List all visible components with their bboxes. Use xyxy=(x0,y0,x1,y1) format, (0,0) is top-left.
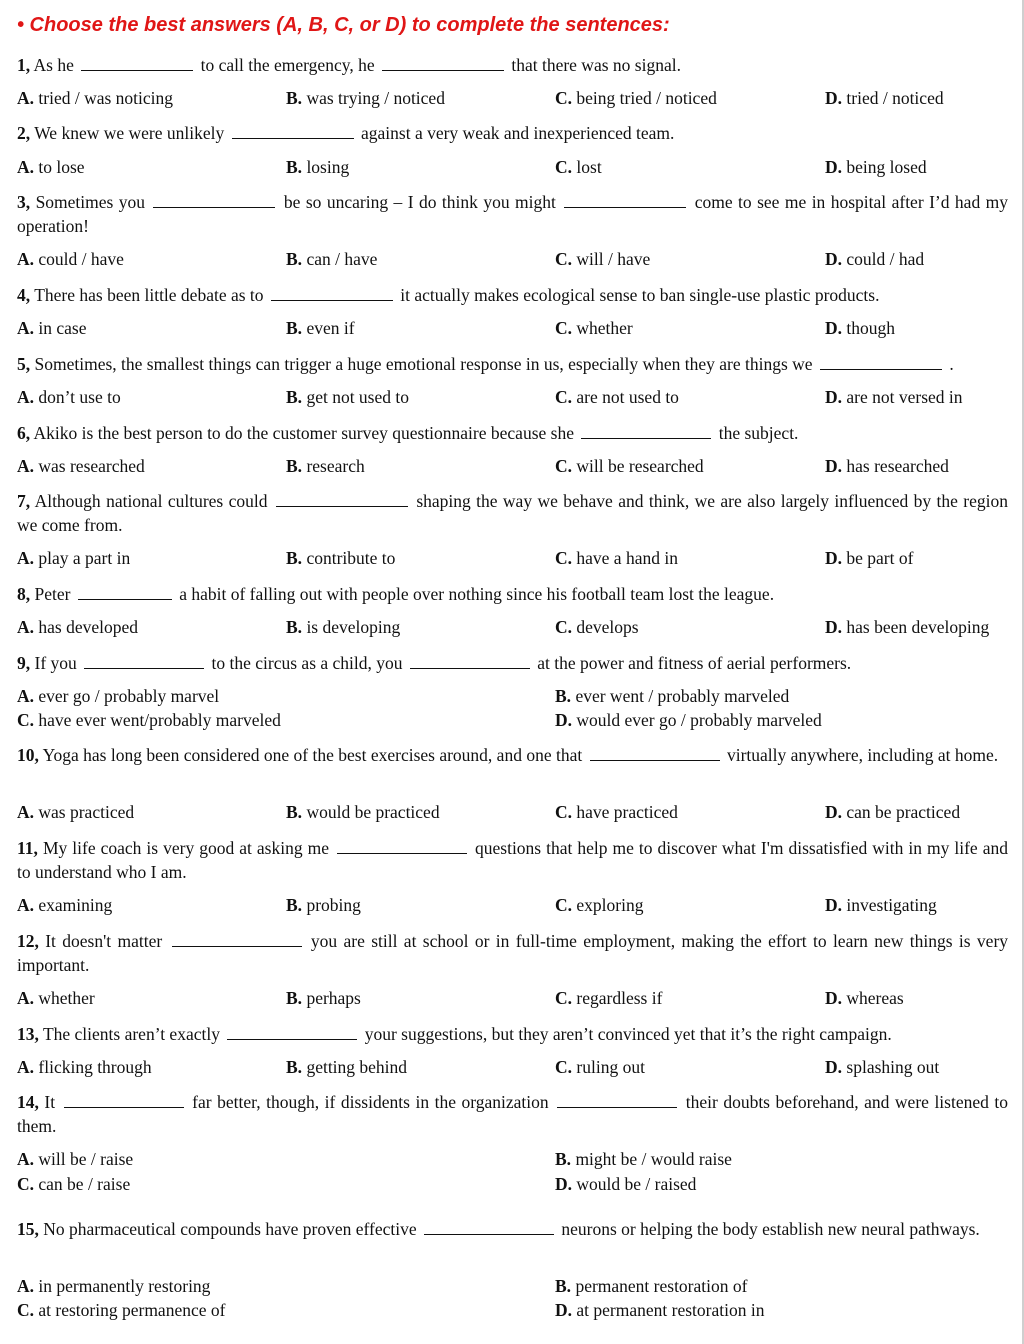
option-text: investigating xyxy=(842,895,937,915)
options-row xyxy=(17,708,1008,732)
question-number: 9, xyxy=(17,653,31,673)
option-a[interactable] xyxy=(17,1147,133,1171)
option-text: even if xyxy=(302,318,355,338)
option-letter: C. xyxy=(555,88,573,108)
option-text: being losed xyxy=(842,157,927,177)
option-text: exploring xyxy=(572,895,644,915)
options-row xyxy=(17,316,1008,340)
option-text: ever went / probably marveled xyxy=(571,686,790,706)
question-text: at the power and fitness of aerial performers. xyxy=(537,653,852,673)
option-c[interactable] xyxy=(17,1172,130,1196)
question-text: far better, though, if dissidents in the organization xyxy=(192,1092,549,1112)
option-text: develops xyxy=(572,617,639,637)
question-text: No pharmaceutical compounds have proven effective xyxy=(43,1219,417,1239)
option-letter: B. xyxy=(286,1057,303,1077)
options-row xyxy=(17,615,1008,639)
answer-blank[interactable] xyxy=(382,56,504,71)
question-text: Akiko is the best person to do the customer survey questionnaire because she xyxy=(33,423,574,443)
option-text: is developing xyxy=(302,617,401,637)
option-text: though xyxy=(842,318,896,338)
option-text: at permanent restoration in xyxy=(572,1300,765,1320)
option-text: ruling out xyxy=(572,1057,645,1077)
option-text: can / have xyxy=(302,249,378,269)
option-text: regardless if xyxy=(572,988,663,1008)
option-text: could / have xyxy=(34,249,124,269)
question-text: Although national cultures could xyxy=(34,491,268,511)
option-text: ever go / probably marvel xyxy=(34,686,220,706)
answer-blank[interactable] xyxy=(172,932,302,947)
answer-blank[interactable] xyxy=(64,1093,184,1108)
option-text: has been developing xyxy=(842,617,990,637)
option-d[interactable] xyxy=(555,1298,764,1322)
option-letter: B. xyxy=(555,1149,572,1169)
options-row xyxy=(17,893,1008,917)
answer-blank[interactable] xyxy=(820,355,942,370)
option-b[interactable] xyxy=(286,316,355,340)
option-text: tried / was noticing xyxy=(34,88,174,108)
option-d[interactable] xyxy=(825,86,944,110)
option-letter: A. xyxy=(17,617,35,637)
option-letter: C. xyxy=(555,617,573,637)
question-text: against a very weak and inexperienced team. xyxy=(361,123,675,143)
answer-blank[interactable] xyxy=(424,1220,554,1235)
option-a[interactable] xyxy=(17,800,134,824)
question-15 xyxy=(17,1217,1008,1241)
option-letter: D. xyxy=(825,249,843,269)
question-number: 12, xyxy=(17,931,39,951)
option-letter: B. xyxy=(286,88,303,108)
option-a[interactable] xyxy=(17,893,112,917)
option-letter: A. xyxy=(17,1057,35,1077)
question-6 xyxy=(17,421,1008,445)
option-text: can be / raise xyxy=(34,1174,131,1194)
option-letter: A. xyxy=(17,895,35,915)
option-text: don’t use to xyxy=(34,387,121,407)
options-row xyxy=(17,684,1008,708)
options-row xyxy=(17,1172,1008,1196)
option-letter: B. xyxy=(555,686,572,706)
option-text: has researched xyxy=(842,456,949,476)
option-b[interactable] xyxy=(286,385,409,409)
question-number: 10, xyxy=(17,745,39,765)
answer-blank[interactable] xyxy=(337,839,467,854)
option-c[interactable] xyxy=(17,708,281,732)
option-letter: D. xyxy=(825,157,843,177)
question-13 xyxy=(17,1022,1008,1046)
option-letter: C. xyxy=(555,387,573,407)
question-2 xyxy=(17,121,1008,145)
option-d[interactable] xyxy=(825,385,963,409)
question-text: be so uncaring – I do think you might xyxy=(283,192,556,212)
option-text: research xyxy=(302,456,365,476)
option-text: at restoring permanence of xyxy=(34,1300,226,1320)
option-letter: C. xyxy=(555,249,573,269)
option-text: being tried / noticed xyxy=(572,88,717,108)
option-letter: D. xyxy=(555,710,573,730)
option-letter: A. xyxy=(17,1149,35,1169)
option-b[interactable] xyxy=(286,546,395,570)
question-text: Sometimes you xyxy=(35,192,146,212)
option-c[interactable] xyxy=(555,155,602,179)
option-letter: D. xyxy=(555,1174,573,1194)
option-text: perhaps xyxy=(302,988,361,1008)
option-text: whether xyxy=(34,988,95,1008)
option-c[interactable] xyxy=(555,454,704,478)
options-row xyxy=(17,986,1008,1010)
question-text: virtually anywhere, including at home. xyxy=(726,745,999,765)
question-text: Peter xyxy=(34,584,71,604)
option-letter: B. xyxy=(286,387,303,407)
option-letter: A. xyxy=(17,249,35,269)
option-letter: C. xyxy=(17,1174,35,1194)
option-text: tried / noticed xyxy=(842,88,944,108)
option-text: get not used to xyxy=(302,387,409,407)
question-text: come to see me in hospital after I’d had my operation! xyxy=(17,192,1008,236)
question-text: If you xyxy=(34,653,77,673)
option-text: will be researched xyxy=(572,456,704,476)
question-number: 2, xyxy=(17,123,31,143)
question-text: It xyxy=(44,1092,56,1112)
option-text: has developed xyxy=(34,617,139,637)
option-a[interactable] xyxy=(17,986,95,1010)
option-a[interactable] xyxy=(17,1274,210,1298)
option-letter: B. xyxy=(286,895,303,915)
options-row xyxy=(17,86,1008,110)
option-c[interactable] xyxy=(17,1298,225,1322)
option-letter: A. xyxy=(17,686,35,706)
option-text: contribute to xyxy=(302,548,396,568)
question-number: 13, xyxy=(17,1024,39,1044)
question-number: 4, xyxy=(17,285,31,305)
option-text: would be practiced xyxy=(302,802,440,822)
question-9 xyxy=(17,651,1008,675)
option-letter: D. xyxy=(555,1300,573,1320)
option-text: are not used to xyxy=(572,387,679,407)
option-letter: A. xyxy=(17,318,35,338)
question-3 xyxy=(17,190,1008,238)
option-text: have practiced xyxy=(572,802,678,822)
option-text: was trying / noticed xyxy=(302,88,445,108)
option-d[interactable] xyxy=(825,893,937,917)
option-a[interactable] xyxy=(17,385,121,409)
answer-blank[interactable] xyxy=(153,193,275,208)
answer-blank[interactable] xyxy=(78,585,172,600)
answer-blank[interactable] xyxy=(557,1093,677,1108)
question-8 xyxy=(17,582,1008,606)
question-text: your suggestions, but they aren’t convinced yet that it’s the right campaign. xyxy=(364,1024,892,1044)
question-number: 14, xyxy=(17,1092,39,1112)
question-5 xyxy=(17,352,1008,376)
option-d[interactable] xyxy=(825,155,927,179)
answer-blank[interactable] xyxy=(84,654,204,669)
options-row xyxy=(17,546,1008,570)
option-a[interactable] xyxy=(17,316,87,340)
option-letter: C. xyxy=(555,157,573,177)
question-4 xyxy=(17,283,1008,307)
answer-blank[interactable] xyxy=(227,1025,357,1040)
options-row xyxy=(17,247,1008,271)
option-letter: C. xyxy=(17,1300,35,1320)
options-row xyxy=(17,155,1008,179)
question-text: questions that help me to discover what I'm dissatisfied with in my life and to understand who I am. xyxy=(17,838,1008,882)
question-text: a habit of falling out with people over nothing since his football team lost the league. xyxy=(179,584,775,604)
question-text: Sometimes, the smallest things can trigger a huge emotional response in us, especially when they are things we xyxy=(34,354,813,374)
option-text: will / have xyxy=(572,249,651,269)
option-letter: B. xyxy=(286,456,303,476)
option-letter: A. xyxy=(17,548,35,568)
option-a[interactable] xyxy=(17,86,173,110)
question-text: it actually makes ecological sense to ban single-use plastic products. xyxy=(400,285,880,305)
question-text: Yoga has long been considered one of the best exercises around, and one that xyxy=(42,745,583,765)
answer-blank[interactable] xyxy=(590,746,720,761)
option-letter: C. xyxy=(555,318,573,338)
answer-blank[interactable] xyxy=(276,492,408,507)
option-letter: A. xyxy=(17,988,35,1008)
question-number: 7, xyxy=(17,491,31,511)
option-d[interactable] xyxy=(825,546,913,570)
option-b[interactable] xyxy=(286,86,445,110)
option-letter: B. xyxy=(286,802,303,822)
answer-blank[interactable] xyxy=(410,654,530,669)
option-text: lost xyxy=(572,157,602,177)
options-row xyxy=(17,1147,1008,1171)
option-d[interactable] xyxy=(825,615,989,639)
answer-blank[interactable] xyxy=(581,424,711,439)
option-letter: A. xyxy=(17,157,35,177)
question-number: 8, xyxy=(17,584,31,604)
option-text: could / had xyxy=(842,249,925,269)
option-text: play a part in xyxy=(34,548,131,568)
option-d[interactable] xyxy=(825,986,904,1010)
option-b[interactable] xyxy=(555,684,789,708)
option-text: whereas xyxy=(842,988,904,1008)
question-11 xyxy=(17,836,1008,884)
option-text: splashing out xyxy=(842,1057,940,1077)
option-letter: C. xyxy=(555,1057,573,1077)
option-letter: C. xyxy=(555,895,573,915)
option-c[interactable] xyxy=(555,86,717,110)
option-text: in permanently restoring xyxy=(34,1276,211,1296)
option-d[interactable] xyxy=(825,247,924,271)
option-letter: A. xyxy=(17,88,35,108)
option-letter: A. xyxy=(17,1276,35,1296)
options-row xyxy=(17,454,1008,478)
option-text: permanent restoration of xyxy=(571,1276,748,1296)
instructions-heading: • Choose the best answers (A, B, C, or D) to complete the sentences: xyxy=(17,14,670,36)
options-row xyxy=(17,385,1008,409)
question-number: 11, xyxy=(17,838,38,858)
question-1 xyxy=(17,53,1008,77)
question-12 xyxy=(17,929,1008,977)
option-text: would be / raised xyxy=(572,1174,697,1194)
option-b[interactable] xyxy=(286,800,440,824)
option-c[interactable] xyxy=(555,1055,645,1079)
option-d[interactable] xyxy=(555,708,822,732)
option-letter: D. xyxy=(825,456,843,476)
option-letter: D. xyxy=(825,895,843,915)
question-text: neurons or helping the body establish new neural pathways. xyxy=(561,1219,980,1239)
option-c[interactable] xyxy=(555,893,643,917)
option-b[interactable] xyxy=(286,454,365,478)
question-text: the subject. xyxy=(718,423,799,443)
answer-blank[interactable] xyxy=(81,56,193,71)
option-text: examining xyxy=(34,895,113,915)
option-text: flicking through xyxy=(34,1057,152,1077)
option-c[interactable] xyxy=(555,986,662,1010)
option-letter: C. xyxy=(555,456,573,476)
option-letter: A. xyxy=(17,802,35,822)
option-a[interactable] xyxy=(17,454,145,478)
answer-blank[interactable] xyxy=(564,193,686,208)
option-letter: A. xyxy=(17,387,35,407)
option-letter: B. xyxy=(286,988,303,1008)
option-text: was researched xyxy=(34,456,145,476)
question-14 xyxy=(17,1090,1008,1138)
option-letter: D. xyxy=(825,548,843,568)
option-text: to lose xyxy=(34,157,85,177)
question-text: There has been little debate as to xyxy=(34,285,264,305)
option-b[interactable] xyxy=(286,155,349,179)
option-letter: D. xyxy=(825,617,843,637)
option-letter: D. xyxy=(825,988,843,1008)
options-row xyxy=(17,1274,1008,1298)
option-letter: D. xyxy=(825,387,843,407)
option-d[interactable] xyxy=(825,454,949,478)
option-text: can be practiced xyxy=(842,802,961,822)
option-text: might be / would raise xyxy=(571,1149,732,1169)
question-number: 3, xyxy=(17,192,31,212)
options-row xyxy=(17,1298,1008,1322)
option-text: are not versed in xyxy=(842,387,963,407)
option-a[interactable] xyxy=(17,684,219,708)
option-text: would ever go / probably marveled xyxy=(572,710,822,730)
answer-blank[interactable] xyxy=(232,124,354,139)
option-d[interactable] xyxy=(825,316,895,340)
option-c[interactable] xyxy=(555,385,679,409)
question-10 xyxy=(17,743,1008,767)
question-number: 1, xyxy=(17,55,31,75)
options-row xyxy=(17,1055,1008,1079)
option-letter: D. xyxy=(825,1057,843,1077)
option-letter: C. xyxy=(17,710,35,730)
option-text: be part of xyxy=(842,548,914,568)
option-a[interactable] xyxy=(17,155,85,179)
option-letter: A. xyxy=(17,456,35,476)
option-c[interactable] xyxy=(555,615,639,639)
option-text: have a hand in xyxy=(572,548,678,568)
option-a[interactable] xyxy=(17,546,130,570)
question-text: their doubts beforehand, and were listened to them. xyxy=(17,1092,1009,1136)
question-number: 6, xyxy=(17,423,31,443)
option-a[interactable] xyxy=(17,1055,152,1079)
option-text: whether xyxy=(572,318,633,338)
question-text: . xyxy=(949,354,954,374)
option-b[interactable] xyxy=(286,893,361,917)
options-row xyxy=(17,800,1008,824)
option-text: have ever went/probably marveled xyxy=(34,710,281,730)
option-b[interactable] xyxy=(286,615,400,639)
option-a[interactable] xyxy=(17,615,138,639)
option-letter: B. xyxy=(555,1276,572,1296)
option-text: losing xyxy=(302,157,350,177)
question-text: As he xyxy=(33,55,74,75)
option-d[interactable] xyxy=(825,1055,939,1079)
question-text: The clients aren’t exactly xyxy=(42,1024,220,1044)
option-c[interactable] xyxy=(555,316,633,340)
option-letter: D. xyxy=(825,318,843,338)
question-number: 15, xyxy=(17,1219,39,1239)
option-d[interactable] xyxy=(825,800,960,824)
question-text: that there was no signal. xyxy=(511,55,681,75)
answer-blank[interactable] xyxy=(271,286,393,301)
question-text: It doesn't matter xyxy=(45,931,163,951)
question-text: to call the emergency, he xyxy=(200,55,375,75)
option-letter: C. xyxy=(555,988,573,1008)
option-letter: C. xyxy=(555,548,573,568)
option-c[interactable] xyxy=(555,247,650,271)
option-d[interactable] xyxy=(555,1172,696,1196)
option-text: will be / raise xyxy=(34,1149,134,1169)
option-b[interactable] xyxy=(555,1147,732,1171)
option-letter: D. xyxy=(825,802,843,822)
question-text: shaping the way we behave and think, we are also largely influenced by the region we come from. xyxy=(17,491,1009,535)
option-b[interactable] xyxy=(286,986,361,1010)
question-text: We knew we were unlikely xyxy=(34,123,225,143)
option-c[interactable] xyxy=(555,546,678,570)
question-7 xyxy=(17,489,1008,537)
option-text: was practiced xyxy=(34,802,135,822)
question-text: you are still at school or in full-time employment, making the effort to learn new things is very important. xyxy=(17,931,1009,975)
option-c[interactable] xyxy=(555,800,678,824)
option-text: getting behind xyxy=(302,1057,408,1077)
option-letter: C. xyxy=(555,802,573,822)
question-number: 5, xyxy=(17,354,31,374)
option-text: probing xyxy=(302,895,361,915)
option-b[interactable] xyxy=(555,1274,747,1298)
option-letter: B. xyxy=(286,318,303,338)
option-letter: D. xyxy=(825,88,843,108)
option-letter: B. xyxy=(286,548,303,568)
option-letter: B. xyxy=(286,617,303,637)
option-text: in case xyxy=(34,318,87,338)
option-a[interactable] xyxy=(17,247,124,271)
option-b[interactable] xyxy=(286,247,377,271)
question-text: My life coach is very good at asking me xyxy=(42,838,329,858)
option-letter: B. xyxy=(286,249,303,269)
question-text: to the circus as a child, you xyxy=(211,653,403,673)
option-b[interactable] xyxy=(286,1055,407,1079)
option-letter: B. xyxy=(286,157,303,177)
